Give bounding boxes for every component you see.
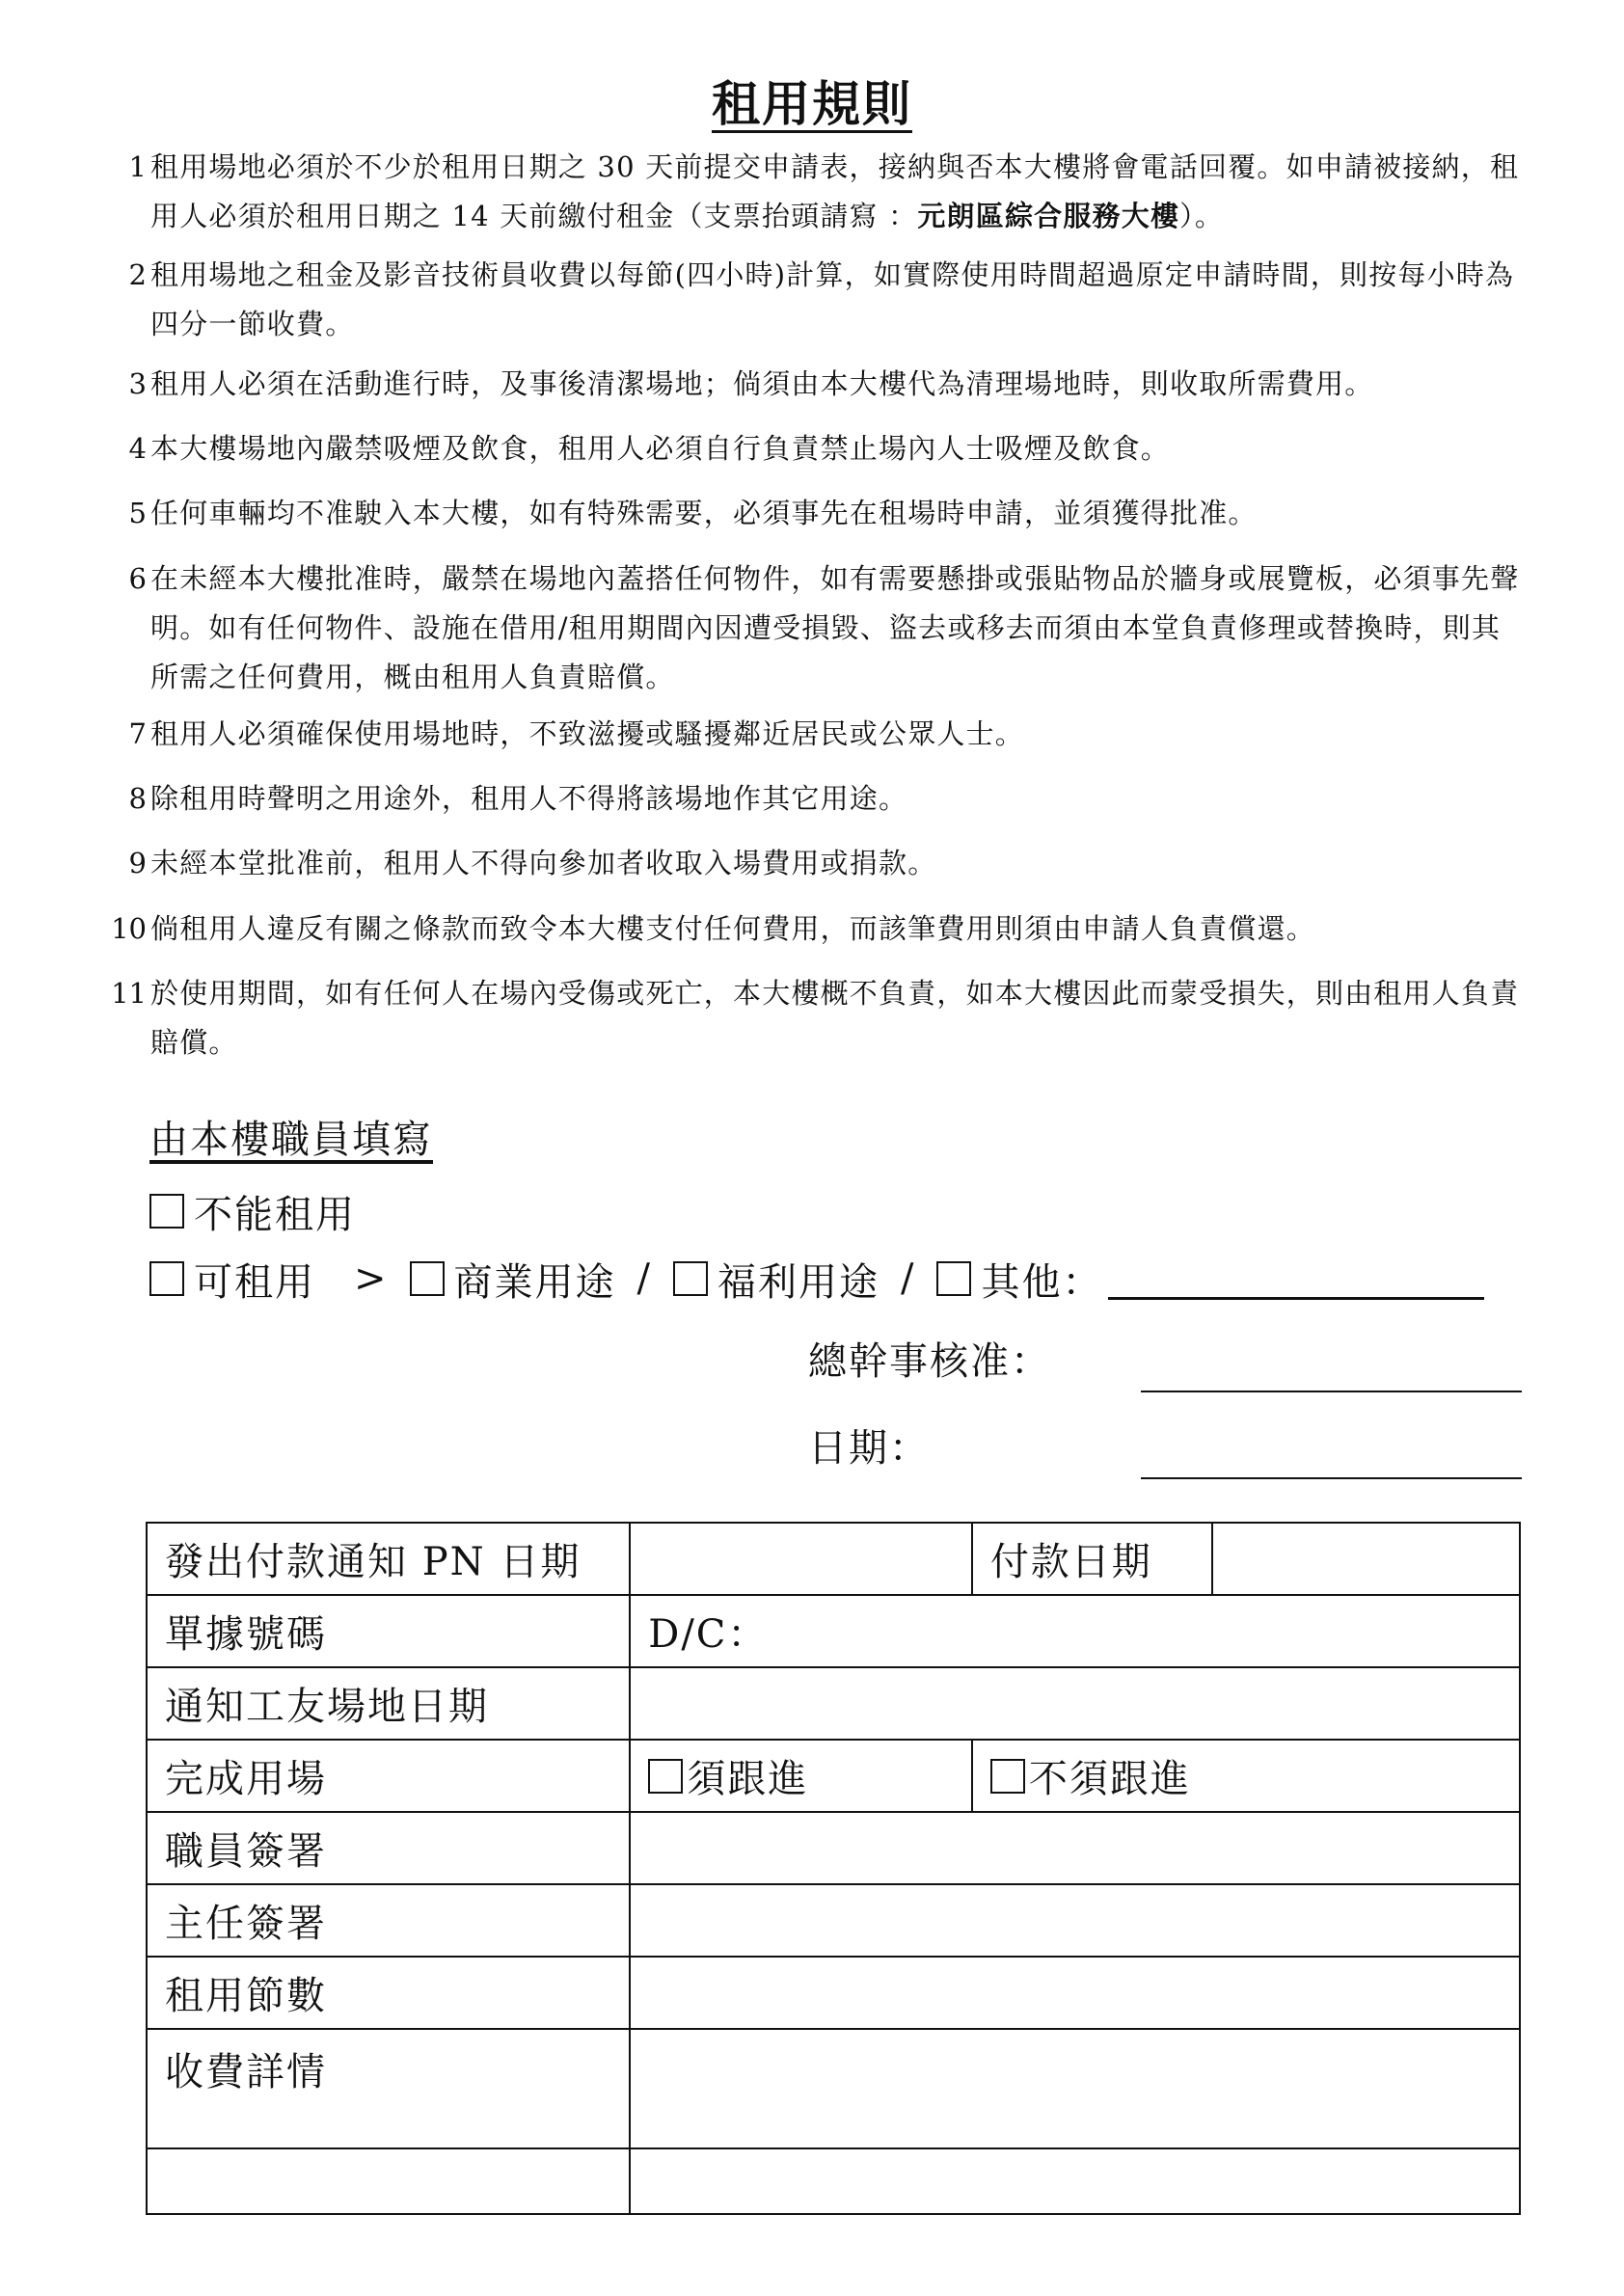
receipt-no-field[interactable]: D/C： bbox=[630, 1595, 1520, 1667]
date-label: 日期： bbox=[808, 1426, 930, 1471]
table-row bbox=[147, 1812, 1520, 1884]
rentable-options-row: 可租用 > 商業用途 / 福利用途 / 其他： bbox=[149, 1252, 1484, 1306]
staff-sign-field[interactable] bbox=[630, 1812, 1520, 1884]
staff-sign-label: 職員簽署 bbox=[147, 1812, 630, 1884]
notify-date-label: 通知工友場地日期 bbox=[147, 1667, 630, 1740]
table-row bbox=[147, 2148, 1520, 2214]
payee-name: 元朗區綜合服務大樓 bbox=[917, 200, 1180, 232]
fee-details-label: 收費詳情 bbox=[147, 2029, 630, 2148]
table-row bbox=[147, 1523, 1520, 1595]
supervisor-sign-label: 主任簽署 bbox=[147, 1884, 630, 1957]
admin-record-table bbox=[146, 1522, 1521, 2215]
supervisor-sign-field[interactable] bbox=[630, 1884, 1520, 1957]
pn-date-label: 發出付款通知 PN 日期 bbox=[147, 1523, 630, 1595]
page-title: 租用規則 bbox=[712, 76, 912, 132]
receipt-no-label: 單據號碼 bbox=[147, 1595, 630, 1667]
pn-date-field[interactable] bbox=[630, 1523, 972, 1595]
table-row bbox=[147, 1740, 1520, 1812]
table-row bbox=[147, 1884, 1520, 1957]
sessions-field[interactable] bbox=[630, 1957, 1520, 2029]
welfare-checkbox[interactable] bbox=[673, 1261, 708, 1296]
notify-date-field[interactable] bbox=[630, 1667, 1520, 1740]
follow-up-checkbox[interactable] bbox=[648, 1759, 683, 1794]
staff-section-heading: 由本樓職員填寫 bbox=[149, 1118, 433, 1162]
commercial-checkbox[interactable] bbox=[410, 1261, 445, 1296]
arrow-icon: > bbox=[354, 1256, 389, 1301]
table-row bbox=[147, 1667, 1520, 1740]
no-follow-up-checkbox[interactable] bbox=[990, 1759, 1025, 1794]
approval-signature-line[interactable] bbox=[1141, 1391, 1522, 1392]
blank-label-cell bbox=[147, 2148, 630, 2214]
no-follow-up-option: 不須跟進 bbox=[972, 1740, 1520, 1812]
completed-label: 完成用場 bbox=[147, 1740, 630, 1812]
follow-up-option: 須跟進 bbox=[630, 1740, 972, 1812]
sessions-label: 租用節數 bbox=[147, 1957, 630, 2029]
approval-label: 總幹事核准： bbox=[808, 1339, 1051, 1384]
rentable-checkbox[interactable] bbox=[149, 1261, 184, 1296]
not-rentable-checkbox[interactable] bbox=[149, 1194, 184, 1229]
approval-date-line[interactable] bbox=[1141, 1477, 1522, 1479]
payment-date-label: 付款日期 bbox=[972, 1523, 1213, 1595]
table-row bbox=[147, 2029, 1520, 2148]
table-row bbox=[147, 1595, 1520, 1667]
payment-date-field[interactable] bbox=[1212, 1523, 1520, 1595]
fee-details-field[interactable] bbox=[630, 2029, 1520, 2148]
blank-field-cell[interactable] bbox=[630, 2148, 1520, 2214]
not-rentable-option: 不能租用 bbox=[149, 1184, 373, 1238]
table-row bbox=[147, 1957, 1520, 2029]
other-checkbox[interactable] bbox=[936, 1261, 971, 1296]
other-input-line[interactable] bbox=[1108, 1258, 1484, 1300]
